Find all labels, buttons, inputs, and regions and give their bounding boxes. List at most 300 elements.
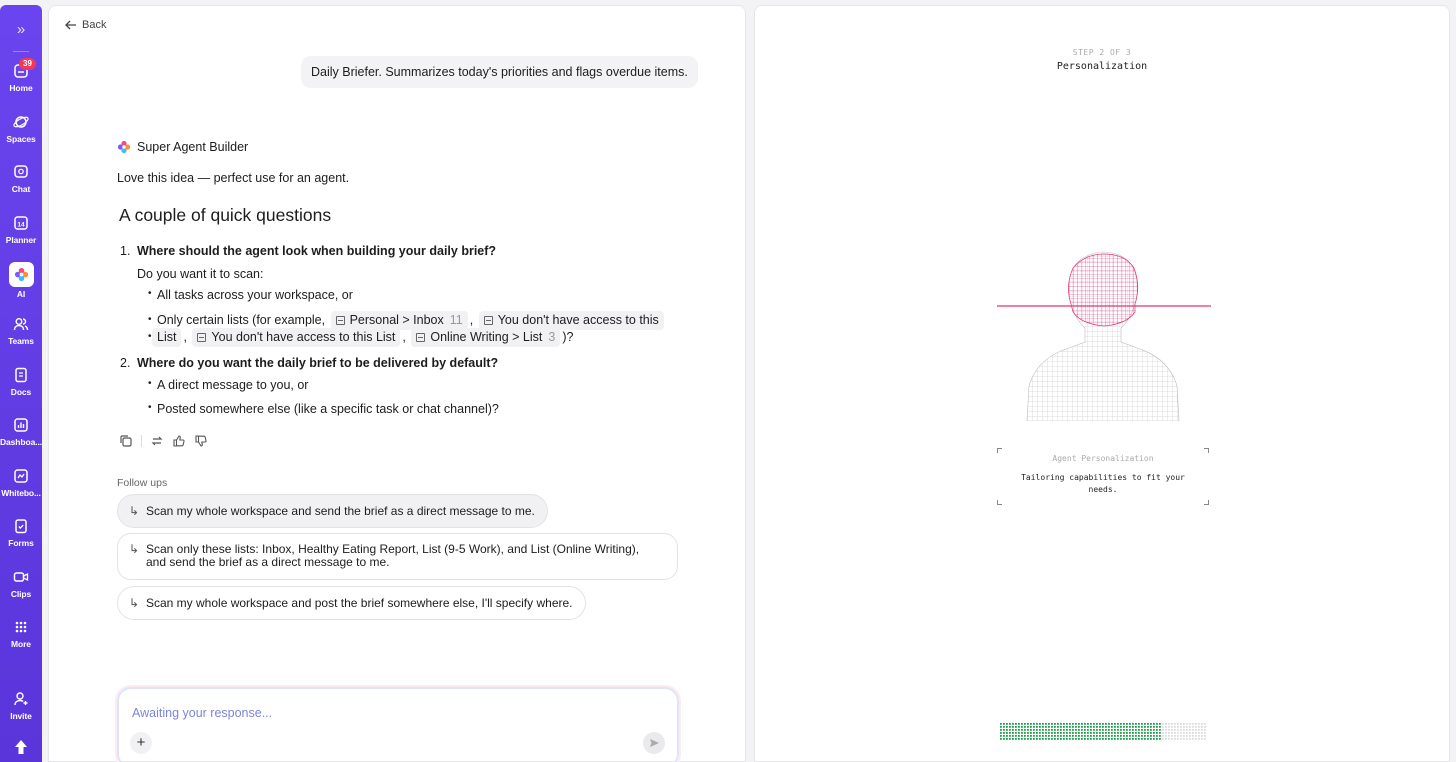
sidebar-item-docs[interactable] <box>0 366 42 412</box>
progress-dot <box>1198 735 1200 737</box>
progress-dot <box>1177 732 1179 734</box>
progress-dot <box>1066 723 1068 725</box>
option-prefix: Only certain lists (for example, <box>157 313 326 327</box>
active-item-highlight <box>9 262 34 287</box>
progress-dot <box>1198 738 1200 740</box>
progress-dot <box>1036 729 1038 731</box>
sidebar-item-home[interactable] <box>0 59 42 108</box>
sidebar-item-label: Invite <box>10 711 32 721</box>
progress-dot <box>1171 738 1173 740</box>
progress-dot <box>1120 732 1122 734</box>
progress-dot <box>1057 729 1059 731</box>
sidebar-item-dashboards[interactable] <box>0 416 42 462</box>
progress-dot <box>1138 726 1140 728</box>
progress-dot <box>1153 738 1155 740</box>
progress-dot <box>1105 732 1107 734</box>
progress-dot <box>1162 726 1164 728</box>
progress-dot <box>1183 735 1185 737</box>
sidebar-item-label: More <box>11 639 31 649</box>
sidebar-item-more[interactable] <box>0 618 42 664</box>
progress-dot <box>1126 726 1128 728</box>
composer-input[interactable]: Awaiting your response... <box>132 706 273 720</box>
progress-dot <box>1024 726 1026 728</box>
progress-dot <box>1198 723 1200 725</box>
frame-corner <box>1204 500 1209 505</box>
progress-dot <box>1051 738 1053 740</box>
progress-dot <box>1135 738 1137 740</box>
progress-dot <box>1126 735 1128 737</box>
progress-dot <box>1063 726 1065 728</box>
progress-dot <box>1072 723 1074 725</box>
progress-dot <box>1006 732 1008 734</box>
ai-brain-icon <box>14 267 29 282</box>
progress-dot <box>1105 738 1107 740</box>
progress-dot <box>1087 738 1089 740</box>
progress-dot <box>1087 732 1089 734</box>
progress-dot <box>1090 726 1092 728</box>
progress-dot <box>1060 732 1062 734</box>
progress-dot <box>1120 729 1122 731</box>
question-text: Where should the agent look when building your daily brief? <box>137 244 497 258</box>
progress-dot <box>1123 732 1125 734</box>
progress-dot <box>1177 729 1179 731</box>
chip-label: You don't have access to this List <box>211 330 396 344</box>
question-number: 2. <box>120 356 131 370</box>
progress-dot <box>1120 735 1122 737</box>
progress-dot <box>1030 729 1032 731</box>
frame-corner <box>1204 448 1209 453</box>
progress-dot <box>1159 723 1161 725</box>
progress-dots <box>1000 722 1207 742</box>
list-chip[interactable] <box>411 328 560 347</box>
progress-dot <box>1027 732 1029 734</box>
progress-dot <box>1063 735 1065 737</box>
followup-suggestion[interactable] <box>117 494 548 528</box>
back-label: Back <box>82 19 107 31</box>
progress-dot <box>1147 732 1149 734</box>
progress-dot <box>1033 726 1035 728</box>
separator-comma: , <box>469 313 474 327</box>
progress-dot <box>1144 732 1146 734</box>
progress-dot <box>1081 735 1083 737</box>
progress-dot <box>1090 729 1092 731</box>
progress-dot <box>1093 723 1095 725</box>
progress-dot <box>1081 729 1083 731</box>
progress-dot <box>1081 723 1083 725</box>
progress-dot <box>1075 729 1077 731</box>
progress-dot <box>1000 732 1002 734</box>
progress-dot <box>1126 732 1128 734</box>
question-text: Where do you want the daily brief to be delivered by default? <box>137 356 499 370</box>
progress-dot <box>1042 735 1044 737</box>
sidebar-item-planner[interactable] <box>0 214 42 260</box>
progress-dot <box>1204 723 1206 725</box>
progress-dot <box>1096 729 1098 731</box>
progress-dot <box>1030 738 1032 740</box>
upgrade-button[interactable] <box>0 738 42 758</box>
message-actions <box>119 434 208 448</box>
progress-dot <box>1141 723 1143 725</box>
wireframe-person-illustration <box>997 246 1211 421</box>
sidebar-item-label: Planner <box>5 235 37 245</box>
question-2 <box>120 355 680 373</box>
message-composer[interactable] <box>117 687 679 762</box>
progress-dot <box>1132 735 1134 737</box>
progress-dot <box>1168 726 1170 728</box>
progress-dot <box>1123 723 1125 725</box>
progress-dot <box>1030 732 1032 734</box>
progress-dot <box>1150 735 1152 737</box>
progress-dot <box>1087 723 1089 725</box>
chip-count: 3 <box>548 330 556 344</box>
progress-dot <box>1186 726 1188 728</box>
progress-dot <box>1162 732 1164 734</box>
progress-dot <box>1099 729 1101 731</box>
progress-dot <box>1066 729 1068 731</box>
progress-dot <box>1168 729 1170 731</box>
sidebar-item-label: Dashboa... <box>0 437 42 447</box>
progress-dot <box>1030 735 1032 737</box>
progress-dot <box>1189 732 1191 734</box>
progress-dot <box>1021 732 1023 734</box>
sidebar-item-label: Chat <box>11 184 31 194</box>
progress-dot <box>1024 729 1026 731</box>
progress-dot <box>1198 729 1200 731</box>
progress-dot <box>1174 735 1176 737</box>
progress-dot <box>1078 726 1080 728</box>
progress-dot <box>1006 726 1008 728</box>
progress-dot <box>1135 723 1137 725</box>
progress-dot <box>1108 726 1110 728</box>
progress-dot <box>1177 723 1179 725</box>
progress-dot <box>1147 729 1149 731</box>
progress-dot <box>1174 729 1176 731</box>
back-button[interactable] <box>65 19 106 31</box>
progress-dot <box>1066 726 1068 728</box>
progress-dot <box>1147 738 1149 740</box>
progress-dot <box>1171 726 1173 728</box>
progress-dot <box>1009 732 1011 734</box>
sidebar-item-ai[interactable] <box>0 262 42 308</box>
question-1-sub: Do you want it to scan: <box>137 267 264 281</box>
progress-dot <box>1090 732 1092 734</box>
progress-dot <box>1048 732 1050 734</box>
progress-dot <box>1003 723 1005 725</box>
progress-dot <box>1009 729 1011 731</box>
progress-dot <box>1021 729 1023 731</box>
progress-dot <box>1138 738 1140 740</box>
sidebar-item-forms[interactable] <box>0 517 42 563</box>
progress-dot <box>1066 732 1068 734</box>
progress-dot <box>1045 738 1047 740</box>
progress-dot <box>1084 735 1086 737</box>
progress-dot <box>1027 738 1029 740</box>
progress-dot <box>1192 735 1194 737</box>
step-title: Personalization <box>1056 61 1148 72</box>
progress-dot <box>1093 729 1095 731</box>
progress-dot <box>1174 726 1176 728</box>
add-user-icon <box>12 690 30 708</box>
progress-dot <box>1204 729 1206 731</box>
ai-brain-icon <box>117 140 131 154</box>
progress-dot <box>1144 726 1146 728</box>
copy-icon[interactable] <box>119 434 133 448</box>
progress-dot <box>1045 726 1047 728</box>
progress-dot <box>1090 735 1092 737</box>
progress-dot <box>1201 732 1203 734</box>
progress-dot <box>1123 729 1125 731</box>
progress-dot <box>1084 729 1086 731</box>
list-chip-cont[interactable] <box>152 328 181 347</box>
progress-dot <box>1054 732 1056 734</box>
sidebar-item-whiteboards[interactable] <box>0 467 42 513</box>
progress-dot <box>1129 732 1131 734</box>
progress-dot <box>1156 729 1158 731</box>
progress-dot <box>1129 723 1131 725</box>
progress-dot <box>1126 723 1128 725</box>
progress-dot <box>1072 735 1074 737</box>
progress-dot <box>1045 723 1047 725</box>
progress-dot <box>1060 738 1062 740</box>
progress-dot <box>1174 732 1176 734</box>
sidebar <box>0 5 42 762</box>
progress-dot <box>1138 732 1140 734</box>
progress-dot <box>1186 738 1188 740</box>
progress-dot <box>1168 735 1170 737</box>
thumbs-up-icon[interactable] <box>172 434 186 448</box>
progress-dot <box>1033 729 1035 731</box>
progress-dot <box>1201 738 1203 740</box>
followup-suggestion[interactable] <box>117 586 586 620</box>
progress-dot <box>1030 723 1032 725</box>
progress-dot <box>1147 723 1149 725</box>
progress-dot <box>1018 738 1020 740</box>
progress-dot <box>1033 723 1035 725</box>
progress-dot <box>1159 729 1161 731</box>
progress-dot <box>1099 738 1101 740</box>
progress-dot <box>1165 735 1167 737</box>
progress-dot <box>1093 735 1095 737</box>
progress-dot <box>1153 726 1155 728</box>
progress-dot <box>1057 732 1059 734</box>
progress-dot <box>1168 723 1170 725</box>
progress-dot <box>1036 726 1038 728</box>
progress-dot <box>1060 726 1062 728</box>
progress-dot <box>1180 729 1182 731</box>
progress-dot <box>1027 723 1029 725</box>
invite-button[interactable] <box>0 690 42 736</box>
progress-dot <box>1192 729 1194 731</box>
progress-dot <box>1078 732 1080 734</box>
progress-dot <box>1177 738 1179 740</box>
progress-dot <box>1123 726 1125 728</box>
progress-dot <box>1171 732 1173 734</box>
progress-dot <box>1117 726 1119 728</box>
card-text: Tailoring capabilities to fit your needs. <box>1021 473 1185 494</box>
list-chip[interactable] <box>192 328 400 347</box>
progress-dot <box>1165 729 1167 731</box>
thumbs-down-icon[interactable] <box>194 434 208 448</box>
progress-dot <box>1186 732 1188 734</box>
progress-dot <box>1132 729 1134 731</box>
progress-dot <box>1021 738 1023 740</box>
user-message: Daily Briefer. Summarizes today's priorities and flags overdue items. <box>301 56 698 88</box>
progress-dot <box>1168 732 1170 734</box>
progress-dot <box>1171 723 1173 725</box>
progress-dot <box>1189 729 1191 731</box>
separator-comma: , <box>183 330 187 344</box>
chip-label: You don't have access to this <box>497 313 659 327</box>
progress-dot <box>1195 723 1197 725</box>
progress-dot <box>1114 732 1116 734</box>
progress-dot <box>1171 729 1173 731</box>
actions-divider <box>141 435 142 447</box>
progress-dot <box>1078 729 1080 731</box>
progress-dot <box>1078 723 1080 725</box>
sidebar-item-chat[interactable] <box>0 163 42 209</box>
progress-dot <box>1180 732 1182 734</box>
progress-dot <box>1060 735 1062 737</box>
progress-dot <box>1162 738 1164 740</box>
progress-dot <box>1138 729 1140 731</box>
progress-dot <box>1177 726 1179 728</box>
progress-dot <box>1114 729 1116 731</box>
progress-dot <box>1087 729 1089 731</box>
grid-icon <box>12 618 30 636</box>
progress-dot <box>1195 729 1197 731</box>
progress-dot <box>1114 738 1116 740</box>
followup-text: Scan my whole workspace and post the brief somewhere else, I'll specify where. <box>146 596 573 610</box>
sidebar-item-clips[interactable] <box>0 568 42 614</box>
progress-dot <box>1054 735 1056 737</box>
progress-dot <box>1162 729 1164 731</box>
progress-dot <box>1075 726 1077 728</box>
progress-dot <box>1153 735 1155 737</box>
progress-dot <box>1072 732 1074 734</box>
progress-dot <box>1114 726 1116 728</box>
progress-dot <box>1018 723 1020 725</box>
progress-dot <box>1132 723 1134 725</box>
sidebar-item-label: AI <box>16 289 26 299</box>
progress-dot <box>1012 732 1014 734</box>
dashboard-icon <box>12 416 30 434</box>
progress-dot <box>1072 729 1074 731</box>
progress-dot <box>1003 726 1005 728</box>
progress-dot <box>1102 729 1104 731</box>
progress-dot <box>1027 729 1029 731</box>
progress-dot <box>1045 732 1047 734</box>
progress-dot <box>1102 738 1104 740</box>
progress-dot <box>1081 732 1083 734</box>
upgrade-arrow-icon <box>12 738 30 756</box>
progress-dot <box>1165 726 1167 728</box>
progress-dot <box>1000 729 1002 731</box>
progress-dot <box>1183 726 1185 728</box>
progress-dot <box>1138 735 1140 737</box>
progress-dot <box>1195 726 1197 728</box>
progress-dot <box>1135 729 1137 731</box>
progress-dot <box>1111 738 1113 740</box>
agent-header <box>117 140 248 154</box>
progress-dot <box>1018 735 1020 737</box>
progress-dot <box>1036 735 1038 737</box>
progress-dot <box>1051 732 1053 734</box>
progress-dot <box>1009 735 1011 737</box>
progress-dot <box>1048 726 1050 728</box>
progress-dot <box>1189 723 1191 725</box>
progress-dot <box>1102 723 1104 725</box>
progress-dot <box>1189 735 1191 737</box>
progress-dot <box>1054 729 1056 731</box>
progress-dot <box>1123 738 1125 740</box>
progress-dot <box>1057 735 1059 737</box>
progress-dot <box>1042 723 1044 725</box>
progress-dot <box>1075 738 1077 740</box>
progress-dot <box>1057 738 1059 740</box>
progress-dot <box>1186 735 1188 737</box>
attach-button[interactable]: + <box>130 732 152 754</box>
reply-arrow-icon: ↳ <box>129 596 140 610</box>
progress-dot <box>1021 735 1023 737</box>
sidebar-divider <box>13 51 29 52</box>
option-direct-message: • A direct message to you, or <box>157 378 308 392</box>
progress-dot <box>1039 723 1041 725</box>
progress-dot <box>1009 738 1011 740</box>
progress-dot <box>1084 723 1086 725</box>
progress-dot <box>1012 723 1014 725</box>
question-number: 1. <box>120 244 131 258</box>
progress-dot <box>1006 738 1008 740</box>
progress-dot <box>1015 726 1017 728</box>
progress-dot <box>1162 735 1164 737</box>
progress-dot <box>1132 726 1134 728</box>
progress-dot <box>1150 723 1152 725</box>
progress-dot <box>1141 729 1143 731</box>
progress-dot <box>1144 723 1146 725</box>
sidebar-item-teams[interactable] <box>0 315 42 361</box>
followup-suggestion[interactable] <box>117 533 678 580</box>
progress-dot <box>1048 729 1050 731</box>
progress-dot <box>1156 738 1158 740</box>
progress-dot <box>1087 735 1089 737</box>
progress-dot <box>1012 729 1014 731</box>
progress-dot <box>1183 723 1185 725</box>
expand-sidebar-icon[interactable]: » <box>16 21 26 38</box>
question-1 <box>120 243 680 261</box>
progress-dot <box>1108 735 1110 737</box>
progress-dot <box>1165 732 1167 734</box>
send-button[interactable] <box>643 732 665 754</box>
progress-dot <box>1147 735 1149 737</box>
progress-dot <box>1096 732 1098 734</box>
progress-dot <box>1054 738 1056 740</box>
progress-dot <box>1159 732 1161 734</box>
progress-dot <box>1084 726 1086 728</box>
progress-dot <box>1165 738 1167 740</box>
progress-dot <box>1033 732 1035 734</box>
list-icon <box>416 333 425 342</box>
progress-dot <box>1012 735 1014 737</box>
retry-icon[interactable] <box>150 434 164 448</box>
progress-dot <box>1102 732 1104 734</box>
sidebar-item-label: Docs <box>10 387 32 397</box>
progress-dot <box>1132 732 1134 734</box>
progress-dot <box>1084 738 1086 740</box>
sidebar-item-spaces[interactable] <box>0 113 42 159</box>
progress-dot <box>1102 735 1104 737</box>
progress-dot <box>1042 738 1044 740</box>
progress-dot <box>1102 726 1104 728</box>
